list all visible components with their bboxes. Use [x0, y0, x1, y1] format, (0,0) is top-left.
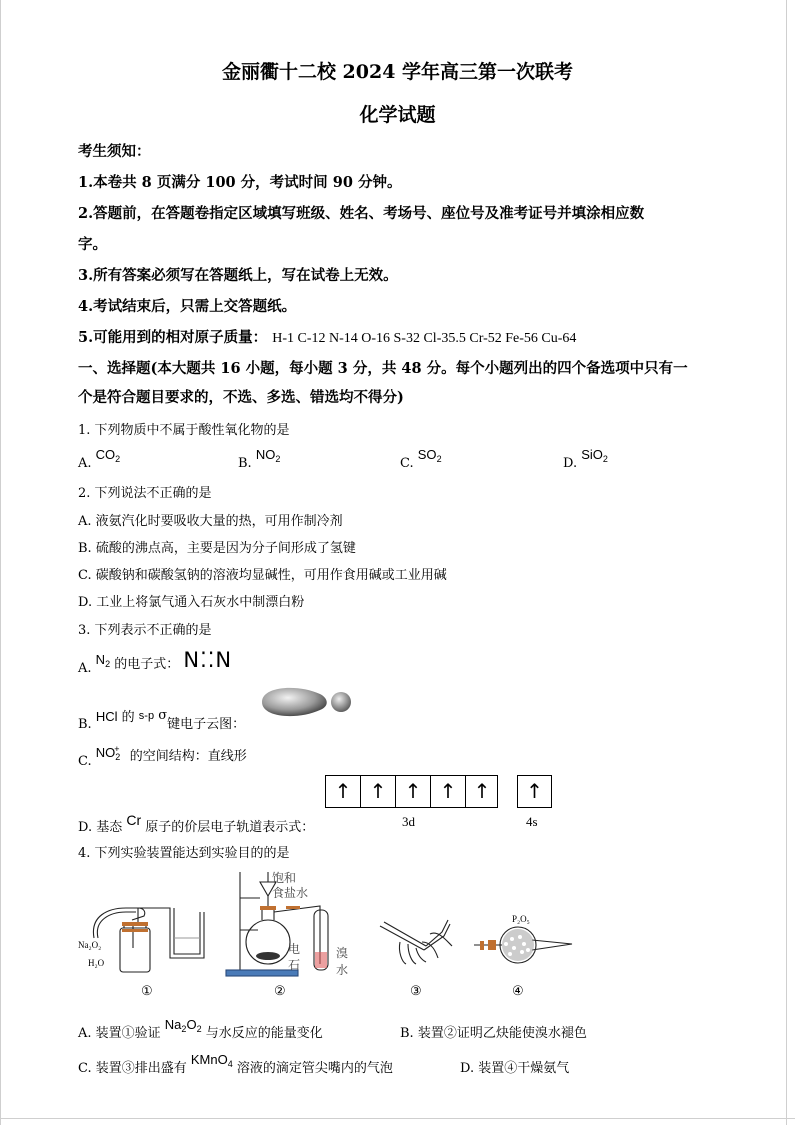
- atomic-mass-values: H-1 C-12 N-14 O-16 S-32 Cl-35.5 Cr-52 Fe-56 Cu-64: [272, 331, 577, 346]
- n2-electron-structure: N⁚⁚N: [183, 648, 233, 672]
- q4-option-d: D. 装置④干燥氨气: [460, 1061, 570, 1076]
- orbital-3d-4: ↑: [439, 779, 457, 803]
- apparatus-3-diagram: [376, 912, 458, 972]
- apparatus-2-label-1: 饱和: [272, 871, 297, 885]
- notice-heading: 考生须知：: [78, 143, 151, 160]
- q3-option-d: D. 基态 Cr 原子的价层电子轨道表示式：: [78, 812, 315, 835]
- q1-option-a: A. $CO_2$: [78, 447, 121, 471]
- section-1-instructions-line-1: 一、选择题(本大题共 16 小题，每小题 3 分，共 48 分。每个小题列出的四个备选项中只有一: [78, 360, 688, 377]
- q1-option-b: B. $NO_2$: [238, 447, 281, 471]
- orbital-4s-box: [517, 775, 552, 808]
- orbital-3d-2: ↑: [369, 779, 387, 803]
- atomic-mass-label: 5.可能用到的相对原子质量：: [78, 329, 268, 346]
- apparatus-2-label-4: 石: [288, 958, 301, 972]
- q1-option-c-formula: $SO_2$: [417, 447, 442, 464]
- q3-option-b: B. HCl 的 $^{s-p}$ σ键电子云图：: [78, 708, 246, 732]
- q1-stem: 1. 下列物质中不属于酸性氧化物的是: [78, 423, 290, 438]
- q1-option-a-formula: $CO_2$: [95, 447, 121, 464]
- q2-option-d: D. 工业上将氯气通入石灰水中制漂白粉: [78, 595, 305, 610]
- apparatus-1-label-1: Na₂O₂: [78, 940, 102, 950]
- apparatus-2-label-6: 水: [336, 963, 349, 977]
- q4-stem: 4. 下列实验装置能达到实验目的的是: [78, 846, 290, 861]
- orbital-4s-label: 4s: [526, 814, 538, 829]
- apparatus-4-label: P₂O₅: [512, 914, 530, 924]
- apparatus-4-diagram: [472, 922, 578, 968]
- apparatus-2-label-3: 电: [288, 942, 301, 956]
- apparatus-2-number: ②: [274, 984, 286, 999]
- orbital-3d-boxes: [325, 775, 498, 808]
- q4-option-b: B. 装置②证明乙炔能使溴水褪色: [400, 1026, 587, 1041]
- apparatus-4-number: ④: [512, 984, 524, 999]
- q4-option-a: A. 装置①验证 $Na_2O_2$ 与水反应的能量变化: [78, 1017, 323, 1041]
- page-border-bottom: [0, 1118, 795, 1119]
- orbital-3d-5: ↑: [473, 779, 491, 803]
- page-border-left: [0, 0, 1, 1125]
- apparatus-3-number: ③: [410, 984, 422, 999]
- q2-option-b: B. 硫酸的沸点高，主要是因为分子间形成了氢键: [78, 541, 356, 556]
- q1-option-c: C. $SO_2$: [400, 447, 442, 471]
- section-1-instructions-line-2: 个是符合题目要求的，不选、多选、错选均不得分): [78, 389, 404, 406]
- notice-item-2-line-2: 字。: [78, 236, 107, 253]
- q2-option-a: A. 液氨汽化时要吸收大量的热，可用作制冷剂: [78, 514, 343, 529]
- q3-option-c: C. $NO_2^+$ 的空间结构：直线形: [78, 743, 247, 769]
- notice-item-3: 3.所有答案必须写在答题纸上，写在试卷上无效。: [78, 267, 398, 284]
- orbital-4s-1: ↑: [526, 779, 543, 803]
- q1-option-d-formula: SiO$_2$: [581, 447, 608, 464]
- q3-option-a: A. $N_2$ 的电子式： N⁚⁚N: [78, 648, 233, 676]
- orbital-3d-label: 3d: [402, 814, 415, 829]
- apparatus-1-label-2: H₂O: [88, 958, 105, 968]
- q3-stem: 3. 下列表示不正确的是: [78, 623, 212, 638]
- q4-option-c: C. 装置③排出盛有 KMnO$_4$ 溶液的滴定管尖嘴内的气泡: [78, 1052, 393, 1076]
- apparatus-2-label-5: 溴: [336, 946, 349, 960]
- orbital-3d-1: ↑: [334, 779, 352, 803]
- s-p-sigma-electron-cloud: [258, 680, 354, 722]
- q2-option-c: C. 碳酸钠和碳酸氢钠的溶液均显碱性，可用作食用碱或工业用碱: [78, 568, 447, 583]
- notice-item-2-line-1: 2.答题前，在答题卷指定区域填写班级、姓名、考场号、座位号及准考证号并填涂相应数: [78, 205, 645, 222]
- q1-option-b-formula: $NO_2$: [255, 447, 281, 464]
- q1-option-d: D. SiO$_2$: [563, 447, 608, 471]
- apparatus-1-number: ①: [141, 984, 153, 999]
- page-border-right: [786, 0, 787, 1125]
- exam-subtitle: 化学试题: [359, 104, 436, 126]
- notice-item-4: 4.考试结束后，只需上交答题纸。: [78, 298, 297, 315]
- q2-stem: 2. 下列说法不正确的是: [78, 486, 212, 501]
- exam-title: 金丽衢十二校 2024 学年高三第一次联考: [221, 61, 574, 83]
- notice-item-1: 1.本卷共 8 页满分 100 分，考试时间 90 分钟。: [78, 174, 402, 191]
- apparatus-2-label-2: 食盐水: [272, 886, 309, 900]
- notice-item-5: [78, 326, 576, 347]
- orbital-3d-3: ↑: [404, 779, 422, 803]
